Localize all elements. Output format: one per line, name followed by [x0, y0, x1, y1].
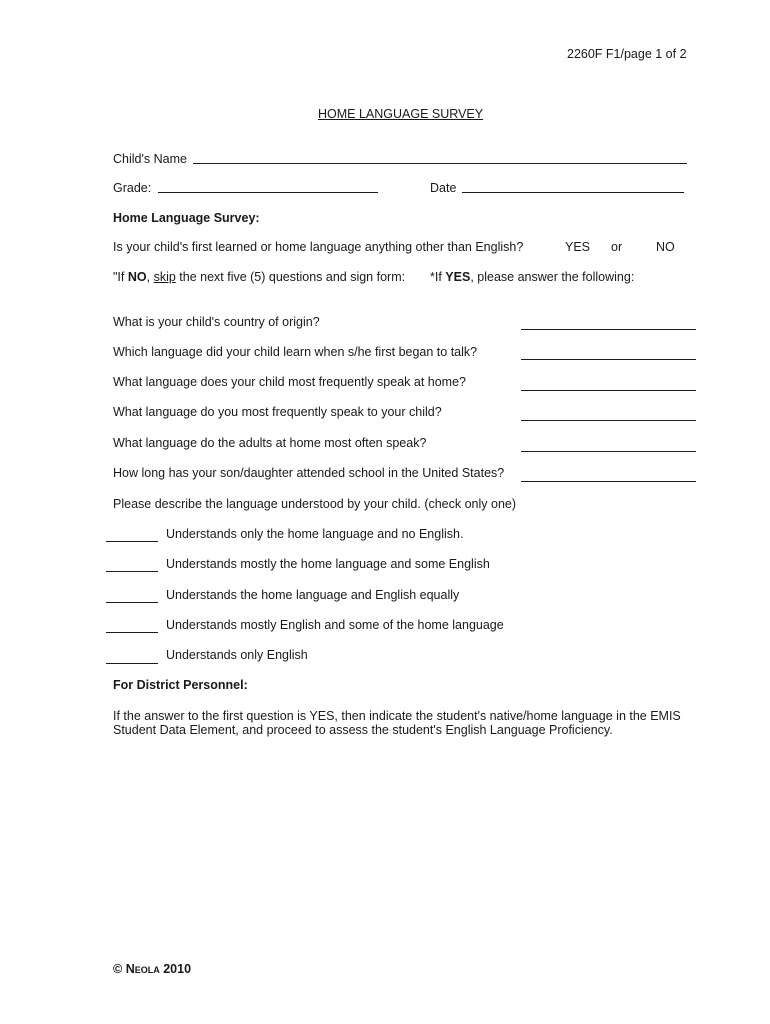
if-no-rest: the next five (5) questions and sign form:	[175, 270, 406, 284]
date-field[interactable]	[462, 192, 684, 193]
survey-heading: Home Language Survey:	[113, 211, 260, 225]
answer-line[interactable]	[521, 390, 696, 391]
answer-line[interactable]	[521, 481, 696, 482]
answer-line[interactable]	[521, 359, 696, 360]
form-id: 2260F F1/page 1 of 2	[567, 47, 687, 61]
copyright-symbol: ©	[113, 962, 123, 976]
if-no-comma: ,	[146, 270, 154, 284]
org-rest: eola	[134, 962, 160, 976]
describe-prompt: Please describe the language understood by your child. (check only one)	[113, 497, 517, 511]
date-label: Date	[430, 181, 457, 195]
child-name-label: Child's Name	[113, 152, 187, 166]
if-no-skip: skip	[153, 270, 176, 284]
first-question: Is your child's first learned or home language anything other than English?	[113, 240, 524, 254]
if-no-instruction	[113, 270, 405, 284]
or-text: or	[611, 240, 623, 254]
child-name-field[interactable]	[193, 163, 687, 164]
if-yes-prefix: *If	[430, 270, 446, 284]
question-item: How long has your son/daughter attended school in the United States?	[113, 466, 505, 480]
question-item: What language do you most frequently speak to your child?	[113, 405, 442, 419]
option-checkline[interactable]	[106, 602, 158, 603]
question-item: What language do the adults at home most often speak?	[113, 436, 427, 450]
question-item: Which language did your child learn when s/he first began to talk?	[113, 345, 478, 359]
if-yes-bold: YES	[445, 270, 471, 284]
org-name	[126, 962, 160, 976]
org-initial: N	[125, 962, 135, 976]
option-label: Understands only English	[166, 648, 308, 662]
if-no-bold: NO	[127, 270, 147, 284]
answer-line[interactable]	[521, 329, 696, 330]
option-checkline[interactable]	[106, 663, 158, 664]
option-checkline[interactable]	[106, 632, 158, 633]
no-option[interactable]: NO	[656, 240, 675, 254]
question-item: What is your child's country of origin?	[113, 315, 320, 329]
district-text-line1: If the answer to the first question is YES, then indicate the student's native/home language in the EMIS	[113, 709, 681, 723]
if-no-prefix: "If	[113, 270, 128, 284]
answer-line[interactable]	[521, 420, 696, 421]
if-yes-instruction	[430, 270, 634, 284]
copyright-footer	[113, 962, 191, 976]
question-item: What language does your child most frequently speak at home?	[113, 375, 466, 389]
page-title: HOME LANGUAGE SURVEY	[318, 107, 484, 121]
option-label: Understands mostly the home language and some English	[166, 557, 490, 571]
option-label: Understands only the home language and no English.	[166, 527, 464, 541]
option-label: Understands the home language and English equally	[166, 588, 460, 602]
option-checkline[interactable]	[106, 541, 158, 542]
option-checkline[interactable]	[106, 571, 158, 572]
grade-label: Grade:	[113, 181, 152, 195]
answer-line[interactable]	[521, 451, 696, 452]
yes-option[interactable]: YES	[565, 240, 591, 254]
option-label: Understands mostly English and some of the home language	[166, 618, 504, 632]
grade-field[interactable]	[158, 192, 378, 193]
if-yes-rest: , please answer the following:	[470, 270, 635, 284]
district-heading: For District Personnel:	[113, 678, 248, 692]
copyright-year: 2010	[163, 962, 192, 976]
district-text-line2: Student Data Element, and proceed to assess the student's English Language Proficiency.	[113, 723, 613, 737]
